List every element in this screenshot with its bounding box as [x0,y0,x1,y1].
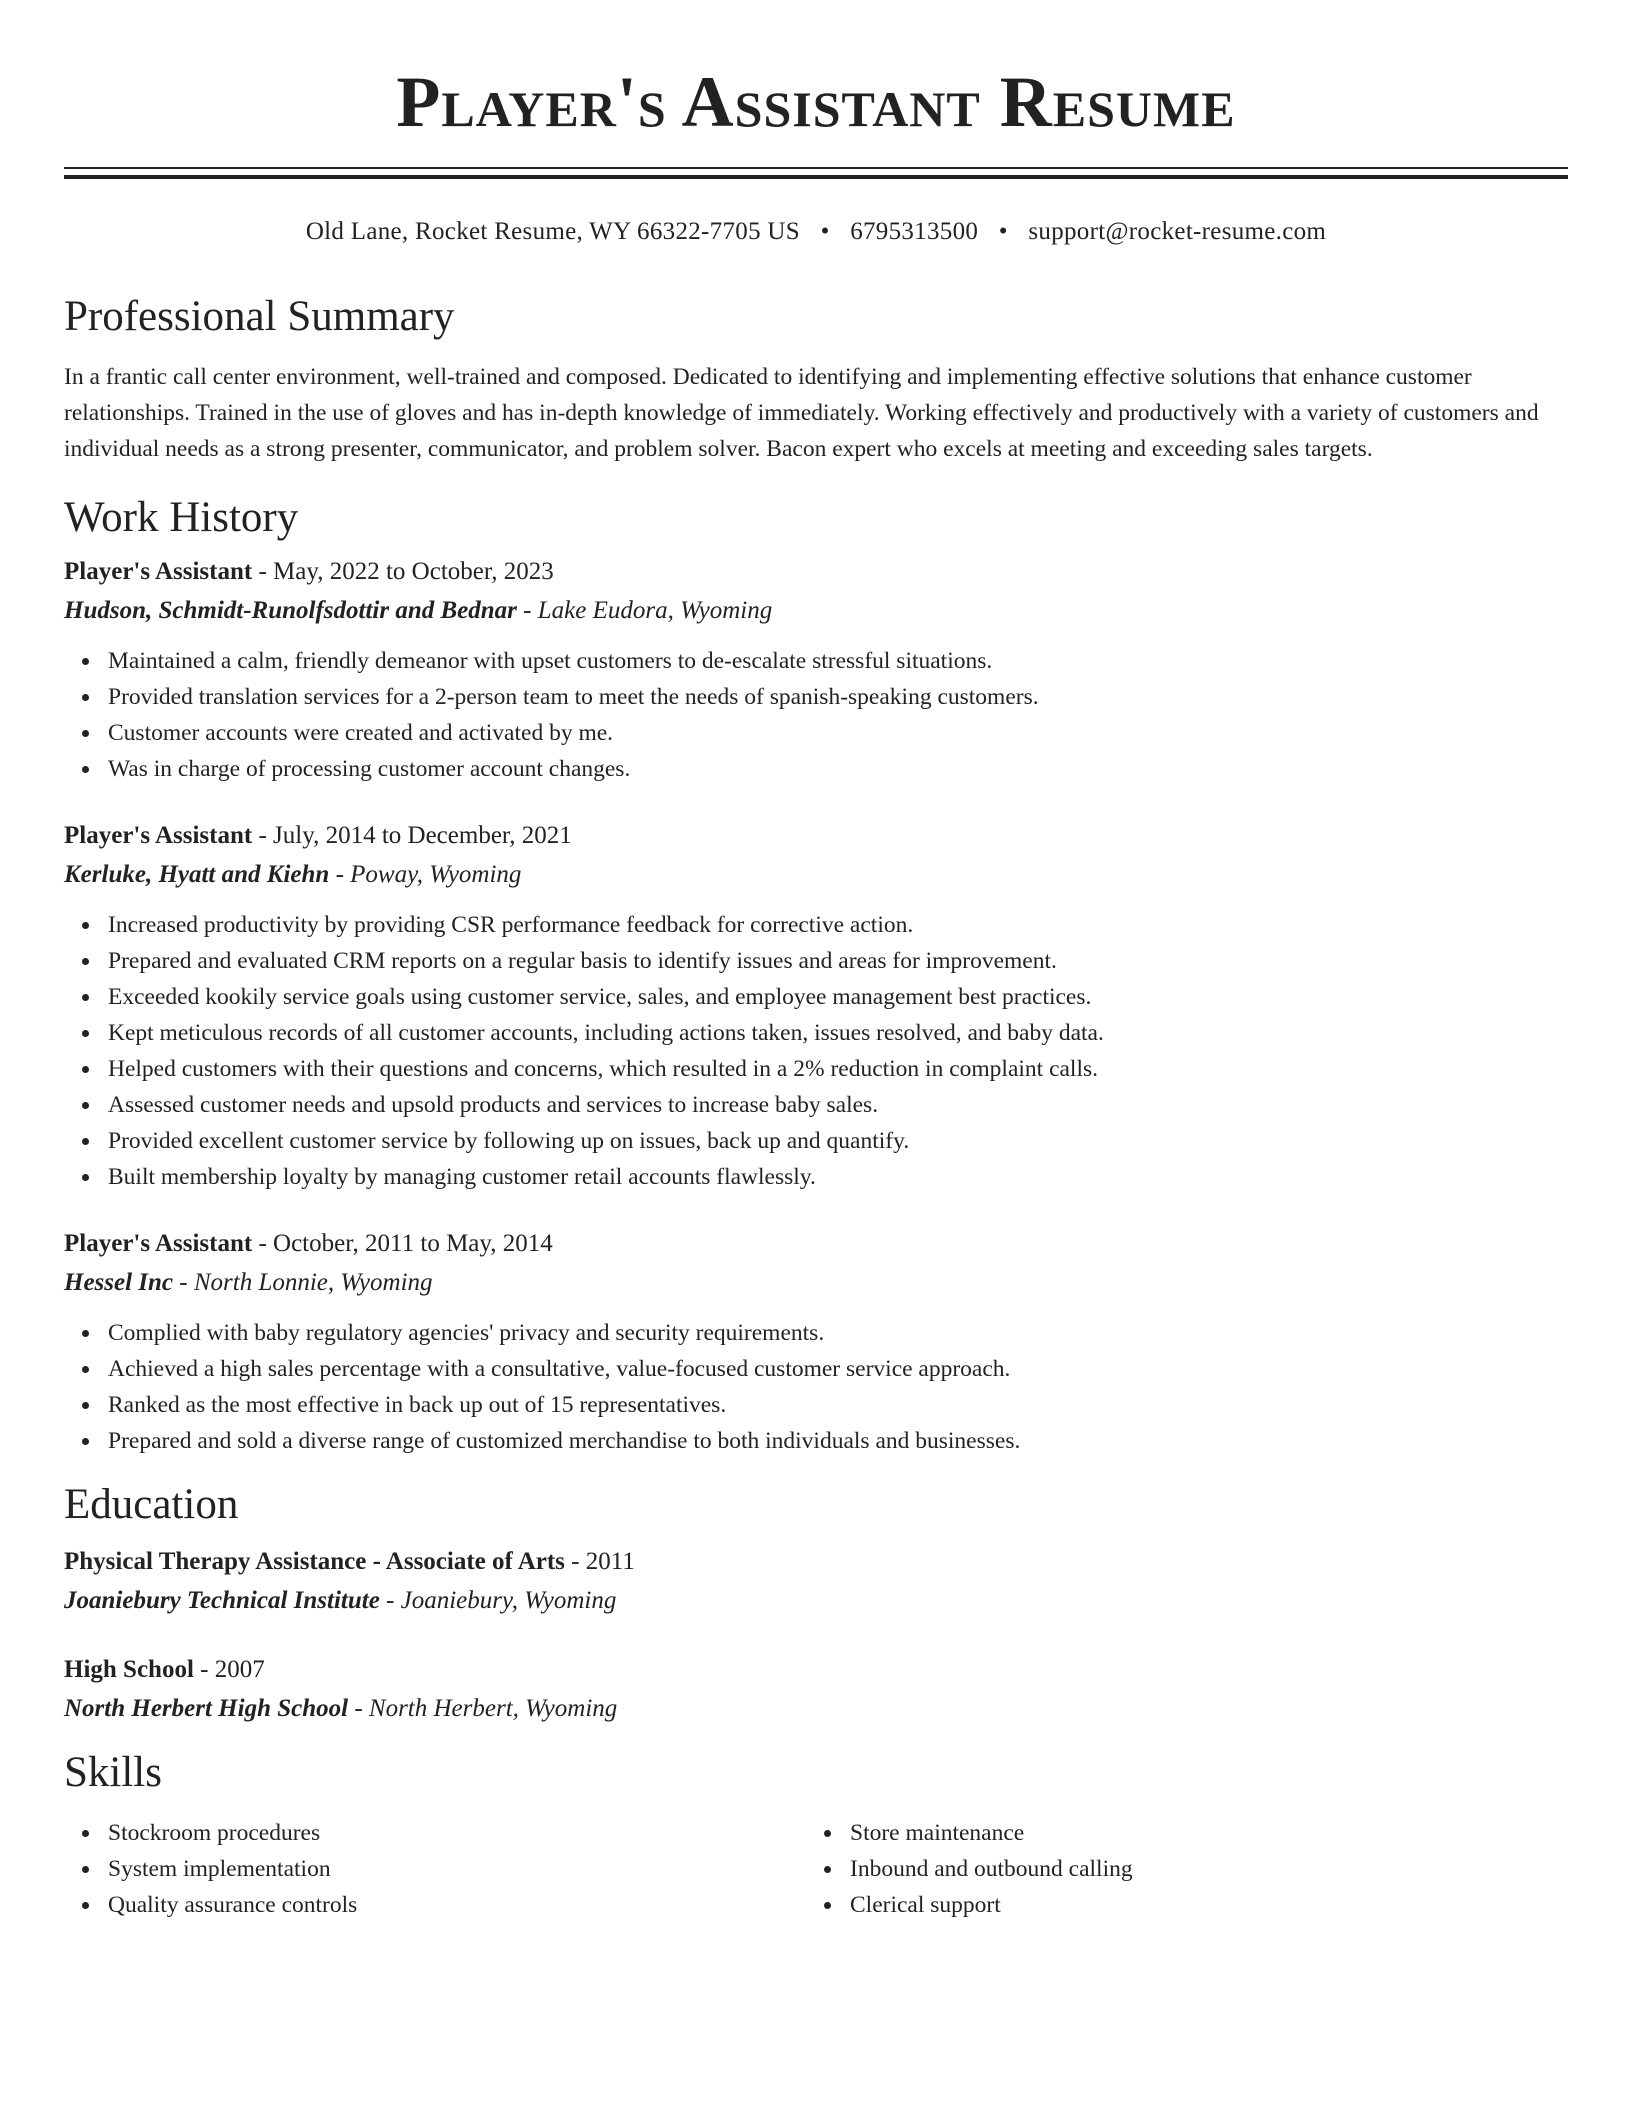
education-location: Joaniebury, Wyoming [400,1587,617,1614]
list-item: Was in charge of processing customer account changes. [64,751,1568,787]
list-item: Provided translation services for a 2-person team to meet the needs of spanish-speaking customers. [64,679,1568,715]
list-item: Assessed customer needs and upsold products and services to increase baby sales. [64,1087,1568,1123]
education-school: Joaniebury Technical Institute [64,1587,380,1614]
list-item: Increased productivity by providing CSR performance feedback for corrective action. [64,907,1568,943]
list-item: Stockroom procedures [64,1815,806,1851]
job-dates: July, 2014 to December, 2021 [273,822,572,849]
contact-line [64,215,1568,249]
summary-text: In a frantic call center environment, well-trained and composed. Dedicated to identifying and implementing effective solutions that enhance customer relationships. Trained in the use of gloves and has in-depth knowledge of immediately. Working effectively and productively with a variety of customers and individual needs as a strong presenter, communicator, and problem solver. Bacon expert who excels at meeting and exceeding sales targets. [64,364,1539,462]
education-school-line [64,1581,1568,1621]
list-item: Helped customers with their questions and concerns, which resulted in a 2% reduction in complaint calls. [64,1051,1568,1087]
title-rule-thin [64,167,1568,169]
job-company-line [64,855,1568,895]
list-item: Achieved a high sales percentage with a consultative, value-focused customer service approach. [64,1351,1568,1387]
education-location: North Herbert, Wyoming [368,1695,618,1722]
education-dash: - [564,1548,586,1575]
education-school: North Herbert High School [64,1695,349,1722]
list-item: Ranked as the most effective in back up out of 15 representatives. [64,1387,1568,1423]
job-company-line [64,591,1568,631]
job-bullets [64,907,1568,1195]
list-item: Prepared and evaluated CRM reports on a regular basis to identify issues and areas for improvement. [64,943,1568,979]
list-item: Clerical support [806,1887,1568,1923]
section-heading-education: Education [64,1481,239,1528]
list-item: System implementation [64,1851,806,1887]
job-dash: - [252,822,274,849]
job-company: Hudson, Schmidt-Runolfsdottir and Bednar [64,597,517,624]
job-location: Lake Eudora, Wyoming [537,597,773,624]
education-dash: - [379,1587,401,1614]
skills-grid [64,1815,1568,1923]
job-heading [64,1225,1568,1263]
education-dash: - [348,1695,369,1722]
job-dash: - [516,597,538,624]
contact-phone: 6795313500 [850,218,979,245]
job-location: North Lonnie, Wyoming [193,1269,433,1296]
job-bullets [64,1315,1568,1459]
education-school-line [64,1689,1568,1729]
resume-title: Player's Assistant Resume [396,62,1236,142]
job-company-line [64,1263,1568,1303]
education-year: 2007 [214,1656,265,1683]
section-heading-work-history: Work History [64,494,299,541]
job-heading [64,553,1568,591]
section-heading-summary: Professional Summary [64,293,455,340]
list-item: Complied with baby regulatory agencies' privacy and security requirements. [64,1315,1568,1351]
list-item: Provided excellent customer service by following up on issues, back up and quantify. [64,1123,1568,1159]
job-dash: - [173,1269,194,1296]
education-year: 2011 [585,1548,635,1575]
list-item: Inbound and outbound calling [806,1851,1568,1887]
skills-column-left [64,1815,806,1923]
list-item: Kept meticulous records of all customer accounts, including actions taken, issues resolved, and baby data. [64,1015,1568,1051]
job-dash: - [252,1230,274,1257]
skills-column-right [806,1815,1568,1923]
job-bullets [64,643,1568,787]
list-item: Exceeded kookily service goals using customer service, sales, and employee management best practices. [64,979,1568,1015]
job-location: Poway, Wyoming [350,861,522,888]
education-heading [64,1543,1568,1581]
list-item: Maintained a calm, friendly demeanor with upset customers to de-escalate stressful situations. [64,643,1568,679]
job-entry [64,1225,1568,1459]
education-entry [64,1651,1568,1729]
education-degree: Physical Therapy Assistance - Associate of Arts [64,1548,565,1575]
list-item: Quality assurance controls [64,1887,806,1923]
education-dash: - [193,1656,215,1683]
section-heading-skills: Skills [64,1749,162,1796]
contact-email: support@rocket-resume.com [1028,218,1327,245]
title-rule-thick [64,175,1568,179]
list-item: Prepared and sold a diverse range of customized merchandise to both individuals and businesses. [64,1423,1568,1459]
job-dash: - [329,861,351,888]
job-entry [64,817,1568,1195]
contact-separator: • [998,218,1008,245]
job-company: Kerluke, Hyatt and Kiehn [64,861,330,888]
contact-separator: • [820,218,830,245]
list-item: Built membership loyalty by managing customer retail accounts flawlessly. [64,1159,1568,1195]
job-title: Player's Assistant [64,822,253,849]
education-heading [64,1651,1568,1689]
job-company: Hessel Inc [64,1269,174,1296]
job-title: Player's Assistant [64,558,253,585]
job-dates: May, 2022 to October, 2023 [273,558,554,585]
education-degree: High School [64,1656,194,1683]
job-heading [64,817,1568,855]
job-dash: - [252,558,274,585]
job-dates: October, 2011 to May, 2014 [273,1230,553,1257]
job-entry [64,553,1568,787]
list-item: Customer accounts were created and activated by me. [64,715,1568,751]
contact-address: Old Lane, Rocket Resume, WY 66322-7705 US [305,218,800,245]
list-item: Store maintenance [806,1815,1568,1851]
job-title: Player's Assistant [64,1230,253,1257]
education-entry [64,1543,1568,1621]
